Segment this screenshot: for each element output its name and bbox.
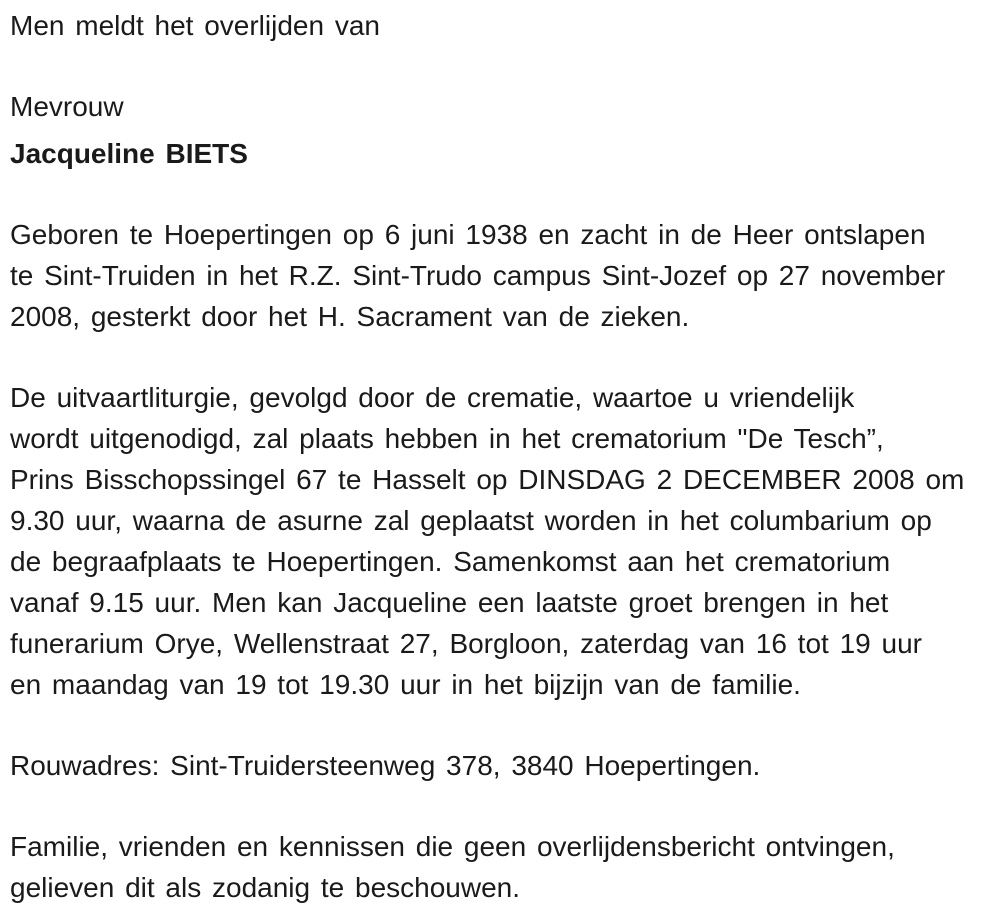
- closing-paragraph: [10, 826, 990, 908]
- mourning-address-line: Rouwadres: Sint-Truidersteenweg 378, 3840 Hoepertingen.: [10, 750, 761, 781]
- service-line: vanaf 9.15 uur. Men kan Jacqueline een laatste groet brengen in het: [10, 587, 889, 618]
- service-line: wordt uitgenodigd, zal plaats hebben in het crematorium "De Tesch”,: [10, 423, 884, 454]
- salutation-line: Mevrouw: [10, 91, 124, 122]
- service-line: Prins Bisschopssingel 67 te Hasselt op DINSDAG 2 DECEMBER 2008 om: [10, 464, 965, 495]
- birth-death-line: te Sint-Truiden in het R.Z. Sint-Trudo campus Sint-Jozef op 27 november: [10, 260, 946, 291]
- birth-death-line: 2008, gesterkt door het H. Sacrament van de zieken.: [10, 301, 690, 332]
- service-line: funerarium Orye, Wellenstraat 27, Borgloon, zaterdag van 16 tot 19 uur: [10, 628, 922, 659]
- closing-line: Familie, vrienden en kennissen die geen overlijdensbericht ontvingen,: [10, 831, 895, 862]
- name-section: [10, 86, 990, 174]
- deceased-name: Jacqueline BIETS: [10, 138, 248, 169]
- service-line: en maandag van 19 tot 19.30 uur in het bijzijn van de familie.: [10, 669, 801, 700]
- service-line: 9.30 uur, waarna de asurne zal geplaatst worden in het columbarium op: [10, 505, 932, 536]
- birth-death-paragraph: [10, 214, 990, 337]
- service-line: De uitvaartliturgie, gevolgd door de crematie, waartoe u vriendelijk: [10, 382, 855, 413]
- intro-line: Men meldt het overlijden van: [10, 10, 380, 41]
- birth-death-line: Geboren te Hoepertingen op 6 juni 1938 en zacht in de Heer ontslapen: [10, 219, 926, 250]
- service-paragraph: [10, 377, 990, 705]
- closing-line: gelieven dit als zodanig te beschouwen.: [10, 872, 521, 903]
- mourning-address-paragraph: [10, 745, 990, 786]
- intro-paragraph: [10, 5, 990, 46]
- service-line: de begraafplaats te Hoepertingen. Samenkomst aan het crematorium: [10, 546, 891, 577]
